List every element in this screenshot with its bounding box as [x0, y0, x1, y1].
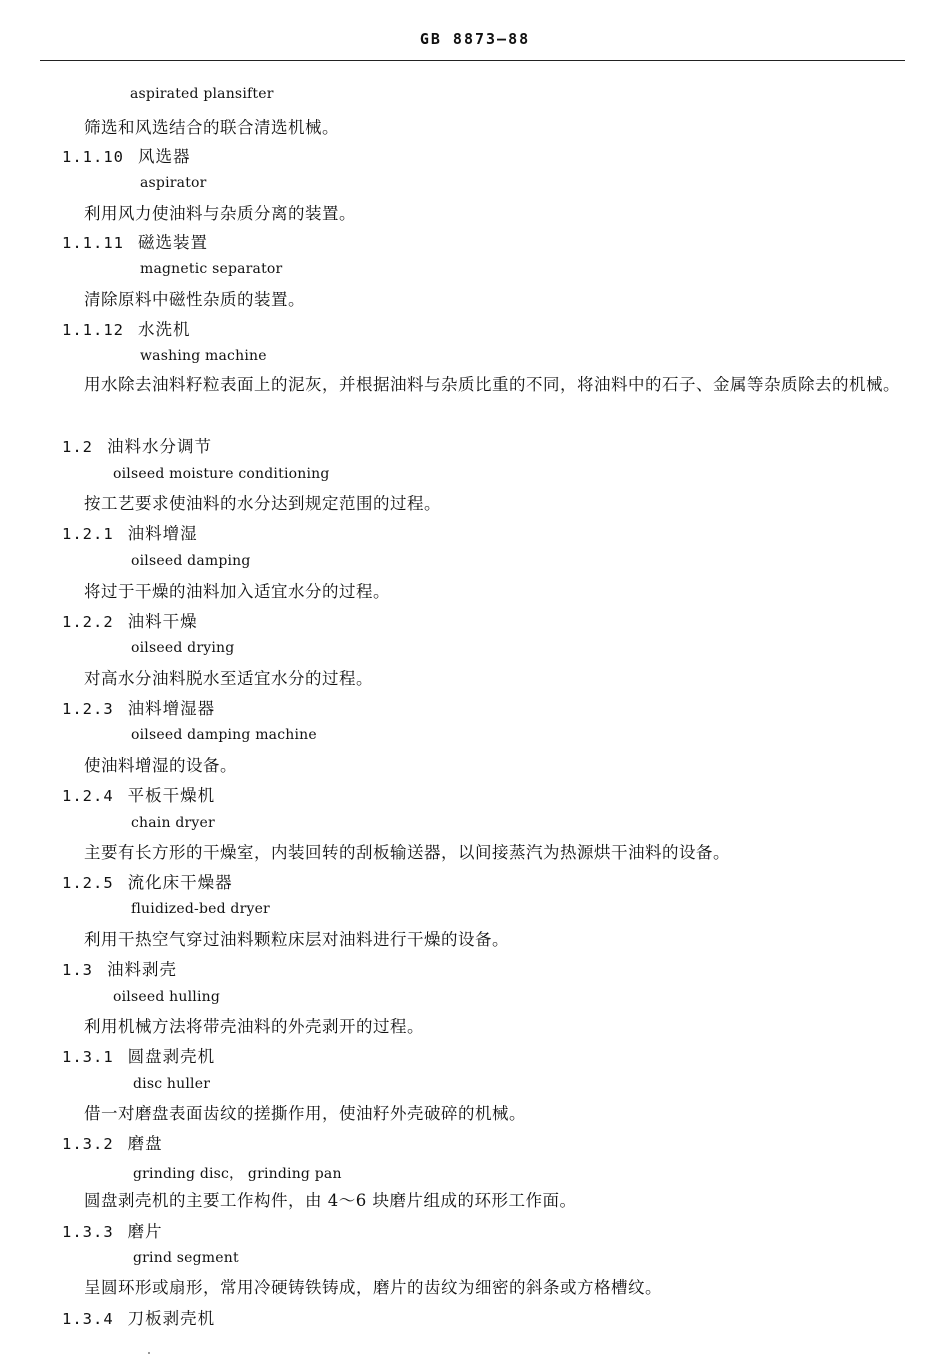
term-heading — [62, 1043, 215, 1067]
term-heading — [62, 229, 208, 253]
term-number: 1.1.12 — [62, 321, 124, 339]
term-chinese: 风选器 — [138, 147, 191, 166]
term-english: oilseed moisture conditioning — [113, 466, 330, 482]
term-heading — [62, 1218, 163, 1242]
term-heading — [62, 608, 198, 632]
term-english: aspirator — [140, 175, 207, 191]
term-definition: 按工艺要求使油料的水分达到规定范围的过程。 — [84, 494, 441, 513]
term-english: oilseed damping machine — [131, 727, 317, 743]
term-english: chain dryer — [131, 815, 215, 831]
term-chinese: 磁选装置 — [138, 233, 208, 252]
term-heading — [62, 143, 191, 167]
term-chinese: 油料增湿器 — [127, 699, 216, 718]
term-chinese: 水洗机 — [138, 320, 191, 339]
term-english: fluidized-bed dryer — [131, 901, 270, 917]
term-heading — [62, 433, 212, 457]
term-number: 1.2 — [62, 438, 93, 456]
term-heading — [62, 520, 198, 544]
term-number: 1.2.5 — [62, 874, 114, 892]
term-number: 1.2.3 — [62, 700, 114, 718]
term-heading — [62, 956, 177, 980]
term-definition: 筛选和风选结合的联合清选机械。 — [84, 118, 339, 137]
term-number: 1.1.10 — [62, 148, 124, 166]
term-chinese: 磨片 — [127, 1222, 163, 1241]
term-english: oilseed hulling — [113, 989, 220, 1005]
header-rule — [40, 60, 905, 61]
term-heading — [62, 782, 215, 806]
term-definition: 将过于干燥的油料加入适宜水分的过程。 — [84, 582, 390, 601]
term-chinese: 油料水分调节 — [107, 437, 212, 456]
term-english: magnetic separator — [140, 261, 283, 277]
term-chinese: 油料剥壳 — [107, 960, 177, 979]
term-english: oilseed damping — [131, 553, 251, 569]
term-number: 1.3.2 — [62, 1135, 114, 1153]
term-heading — [62, 695, 215, 719]
term-chinese: 平板干燥机 — [127, 786, 216, 805]
term-chinese: 圆盘剥壳机 — [127, 1047, 216, 1066]
term-heading — [62, 316, 191, 340]
term-chinese: 油料干燥 — [127, 612, 198, 631]
term-definition: 利用风力使油料与杂质分离的装置。 — [84, 204, 356, 223]
term-definition: 对高水分油料脱水至适宜水分的过程。 — [84, 669, 373, 688]
term-number: 1.3.4 — [62, 1310, 114, 1328]
term-english: disc huller — [133, 1076, 211, 1092]
term-definition: 呈圆环形或扇形，常用冷硬铸铁铸成，磨片的齿纹为细密的斜条或方格槽纹。 — [84, 1278, 662, 1297]
term-chinese: 刀板剥壳机 — [127, 1309, 216, 1328]
term-heading — [62, 1305, 215, 1329]
term-definition: 圆盘剥壳机的主要工作构件，由 4～6 块磨片组成的环形工作面。 — [84, 1191, 577, 1210]
term-english: washing machine — [140, 348, 267, 364]
term-number: 1.3 — [62, 961, 93, 979]
term-chinese: 磨盘 — [127, 1134, 163, 1153]
scan-speck — [148, 1352, 150, 1354]
term-chinese: 油料增湿 — [127, 524, 198, 543]
term-english: aspirated plansifter — [130, 86, 274, 102]
term-definition: 借一对磨盘表面齿纹的搓撕作用，使油籽外壳破碎的机械。 — [84, 1104, 526, 1123]
term-number: 1.2.2 — [62, 613, 114, 631]
term-number: 1.3.1 — [62, 1048, 114, 1066]
term-definition: 使油料增湿的设备。 — [84, 756, 237, 775]
term-definition: 利用机械方法将带壳油料的外壳剥开的过程。 — [84, 1017, 424, 1036]
term-english: grinding disc， grinding pan — [133, 1166, 342, 1182]
term-definition: 主要有长方形的干燥室，内装回转的刮板输送器，以间接蒸汽为热源烘干油料的设备。 — [84, 843, 730, 862]
term-chinese: 流化床干燥器 — [127, 873, 233, 892]
term-heading — [62, 869, 233, 893]
term-number: 1.2.4 — [62, 787, 114, 805]
term-definition: 清除原料中磁性杂质的装置。 — [84, 290, 305, 309]
term-number: 1.2.1 — [62, 525, 114, 543]
term-english: oilseed drying — [131, 640, 235, 656]
term-heading — [62, 1130, 163, 1154]
term-definition: 用水除去油料籽粒表面上的泥灰，并根据油料与杂质比重的不同，将油料中的石子、金属等杂质除去的机械。 — [84, 375, 900, 394]
term-english: grind segment — [133, 1250, 239, 1266]
term-number: 1.1.11 — [62, 234, 124, 252]
term-definition: 利用干热空气穿过油料颗粒床层对油料进行干燥的设备。 — [84, 930, 509, 949]
term-number: 1.3.3 — [62, 1223, 114, 1241]
standard-number-header: GB 8873—88 — [419, 30, 531, 48]
